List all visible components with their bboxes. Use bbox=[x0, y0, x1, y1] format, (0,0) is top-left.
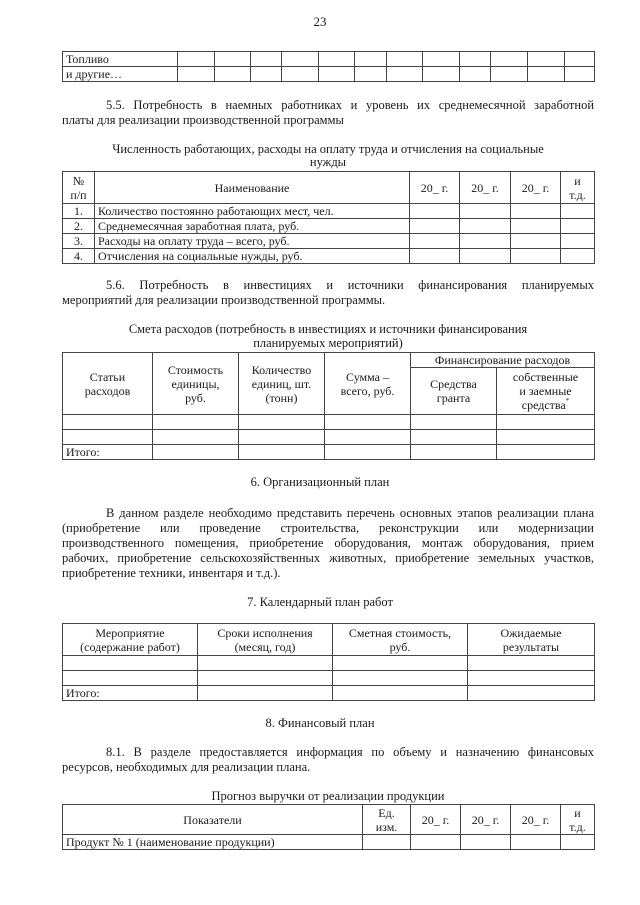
budget-table bbox=[62, 352, 595, 460]
paragraph-text: ресурсов, необходимых для реализации плана. bbox=[62, 760, 311, 774]
cell bbox=[460, 52, 491, 67]
table-row bbox=[63, 249, 595, 264]
budget-table-caption bbox=[62, 322, 594, 351]
total-label: Итого: bbox=[63, 445, 153, 460]
cell bbox=[491, 67, 528, 82]
staff-table-caption bbox=[62, 142, 594, 170]
section-5-5-paragraph bbox=[62, 98, 594, 128]
header-etc: и т.д. bbox=[561, 172, 595, 204]
cell bbox=[325, 445, 411, 460]
cell bbox=[282, 52, 319, 67]
revenue-table bbox=[62, 804, 595, 850]
fuel-table bbox=[62, 51, 595, 82]
cell bbox=[511, 249, 561, 264]
header-year-3: 20_ г. bbox=[511, 172, 561, 204]
cell bbox=[178, 67, 215, 82]
header-year-3: 20_ г. bbox=[511, 805, 561, 835]
header-own-funds: собственные и заемные средства* bbox=[497, 368, 595, 415]
cell bbox=[561, 835, 595, 850]
table-row bbox=[63, 656, 595, 671]
cell bbox=[468, 656, 595, 671]
section-7-heading: 7. Календарный план работ bbox=[247, 595, 393, 609]
section-8-1-paragraph bbox=[62, 745, 594, 775]
cell bbox=[511, 204, 561, 219]
cell bbox=[411, 430, 497, 445]
cell bbox=[511, 835, 561, 850]
caption-line: Численность работающих, расходы на оплату труда и отчисления на социальные bbox=[112, 142, 544, 156]
header-year-2: 20_ г. bbox=[460, 172, 511, 204]
cell bbox=[561, 204, 595, 219]
cell bbox=[411, 835, 461, 850]
header-quantity: Количество единиц, шт. (тонн) bbox=[239, 353, 325, 415]
row-number: 3. bbox=[63, 234, 95, 249]
cell bbox=[410, 204, 460, 219]
header-num: № п/п bbox=[63, 172, 95, 204]
header-etc: и т.д. bbox=[561, 805, 595, 835]
total-row bbox=[63, 445, 595, 460]
cell bbox=[423, 67, 460, 82]
cell bbox=[387, 52, 423, 67]
cell bbox=[63, 671, 198, 686]
table-row bbox=[63, 671, 595, 686]
paragraph-text: Потребность в наемных работниках и уровень их среднемесячной заработной bbox=[133, 98, 595, 112]
cell bbox=[411, 415, 497, 430]
table-header-row bbox=[63, 353, 595, 368]
cell bbox=[497, 415, 595, 430]
paragraph-text: платы для реализации производственной программы bbox=[62, 113, 344, 127]
section-6-paragraph: В данном разделе необходимо представить перечень основных этапов реализации плана (приобретение или проведение строительства, реконструкции или модернизации производственного помещения, приобретение оборудования, монтаж оборудования, прием рабочих, приобретение сельскохозяйственных животных, приобретение земельных участков, приобретение техники, инвентаря и т.д.). bbox=[62, 506, 594, 580]
table-row bbox=[63, 234, 595, 249]
header-grant: Средства гранта bbox=[411, 368, 497, 415]
cell bbox=[153, 445, 239, 460]
page-number: 23 bbox=[313, 14, 327, 29]
header-results: Ожидаемые результаты bbox=[468, 624, 595, 656]
cell bbox=[561, 249, 595, 264]
table-header-row bbox=[63, 624, 595, 656]
cell bbox=[239, 445, 325, 460]
paragraph-text: 8.1. В разделе предоставляется информация по объему и назначению финансовых bbox=[106, 745, 594, 759]
cell bbox=[565, 67, 595, 82]
cell bbox=[215, 67, 251, 82]
cell bbox=[319, 52, 355, 67]
footnote-marker: * bbox=[565, 397, 570, 405]
row-label: и другие… bbox=[63, 67, 178, 82]
table-header-row bbox=[63, 805, 595, 835]
cell bbox=[239, 415, 325, 430]
cell bbox=[251, 67, 282, 82]
cell bbox=[528, 52, 565, 67]
header-financing: Финансирование расходов bbox=[411, 353, 595, 368]
cell bbox=[325, 430, 411, 445]
row-number: 4. bbox=[63, 249, 95, 264]
row-number: 2. bbox=[63, 219, 95, 234]
cell bbox=[460, 219, 511, 234]
cell bbox=[387, 67, 423, 82]
table-row bbox=[63, 430, 595, 445]
section-6-heading: 6. Организационный план bbox=[250, 475, 390, 489]
cell bbox=[198, 671, 333, 686]
row-name: Расходы на оплату труда – всего, руб. bbox=[95, 234, 410, 249]
cell bbox=[363, 835, 411, 850]
cell bbox=[423, 52, 460, 67]
cell bbox=[561, 219, 595, 234]
table-row bbox=[63, 835, 595, 850]
cell bbox=[411, 445, 497, 460]
cell bbox=[561, 234, 595, 249]
cell bbox=[565, 52, 595, 67]
header-items: Статьи расходов bbox=[63, 353, 153, 415]
section-8-heading: 8. Финансовый план bbox=[265, 716, 375, 730]
calendar-plan-table bbox=[62, 623, 595, 701]
row-name: Отчисления на социальные нужды, руб. bbox=[95, 249, 410, 264]
row-name: Среднемесячная заработная плата, руб. bbox=[95, 219, 410, 234]
row-name: Продукт № 1 (наименование продукции) bbox=[63, 835, 363, 850]
cell bbox=[355, 67, 387, 82]
section-number: 5.5. bbox=[106, 98, 125, 112]
cell bbox=[325, 415, 411, 430]
cell bbox=[251, 52, 282, 67]
cell bbox=[178, 52, 215, 67]
header-year-1: 20_ г. bbox=[411, 805, 461, 835]
row-name: Количество постоянно работающих мест, чел. bbox=[95, 204, 410, 219]
row-number: 1. bbox=[63, 204, 95, 219]
paragraph-text: 5.6. Потребность в инвестициях и источники финансирования планируемых bbox=[106, 278, 594, 292]
cell bbox=[460, 67, 491, 82]
cell bbox=[153, 430, 239, 445]
header-terms: Сроки исполнения (месяц, год) bbox=[198, 624, 333, 656]
cell bbox=[468, 686, 595, 701]
cell bbox=[511, 234, 561, 249]
table-row bbox=[63, 204, 595, 219]
cell bbox=[460, 204, 511, 219]
staff-table bbox=[62, 171, 595, 264]
header-event: Мероприятие (содержание работ) bbox=[63, 624, 198, 656]
cell bbox=[410, 234, 460, 249]
section-5-6-paragraph bbox=[62, 278, 594, 308]
header-unit-cost: Стоимость единицы, руб. bbox=[153, 353, 239, 415]
row-label: Топливо bbox=[63, 52, 178, 67]
table-row bbox=[63, 67, 595, 82]
cell bbox=[198, 656, 333, 671]
revenue-table-caption: Прогноз выручки от реализации продукции bbox=[211, 789, 445, 803]
cell bbox=[198, 686, 333, 701]
cell bbox=[215, 52, 251, 67]
header-name: Наименование bbox=[95, 172, 410, 204]
cell bbox=[333, 671, 468, 686]
header-sum: Сумма – всего, руб. bbox=[325, 353, 411, 415]
cell bbox=[461, 835, 511, 850]
cell bbox=[528, 67, 565, 82]
cell bbox=[497, 445, 595, 460]
cell bbox=[63, 656, 198, 671]
header-indicators: Показатели bbox=[63, 805, 363, 835]
header-year-2: 20_ г. bbox=[461, 805, 511, 835]
total-row bbox=[63, 686, 595, 701]
table-row bbox=[63, 219, 595, 234]
cell bbox=[333, 686, 468, 701]
cell bbox=[460, 249, 511, 264]
total-label: Итого: bbox=[63, 686, 198, 701]
table-row bbox=[63, 415, 595, 430]
header-cost: Сметная стоимость, руб. bbox=[333, 624, 468, 656]
cell bbox=[468, 671, 595, 686]
table-row bbox=[63, 52, 595, 67]
cell bbox=[63, 430, 153, 445]
cell bbox=[410, 219, 460, 234]
header-year-1: 20_ г. bbox=[410, 172, 460, 204]
cell bbox=[239, 430, 325, 445]
cell bbox=[355, 52, 387, 67]
cell bbox=[460, 234, 511, 249]
caption-line: планируемых мероприятий) bbox=[253, 336, 403, 350]
cell bbox=[319, 67, 355, 82]
caption-line: нужды bbox=[309, 155, 347, 169]
cell bbox=[511, 219, 561, 234]
caption-line: Смета расходов (потребность в инвестициях и источники финансирования bbox=[128, 322, 528, 336]
paragraph-text: мероприятий для реализации производственной программы. bbox=[62, 293, 386, 307]
header-unit: Ед. изм. bbox=[363, 805, 411, 835]
table-header-row bbox=[63, 172, 595, 204]
cell bbox=[63, 415, 153, 430]
cell bbox=[282, 67, 319, 82]
cell bbox=[491, 52, 528, 67]
cell bbox=[410, 249, 460, 264]
cell bbox=[333, 656, 468, 671]
cell bbox=[497, 430, 595, 445]
cell bbox=[153, 415, 239, 430]
